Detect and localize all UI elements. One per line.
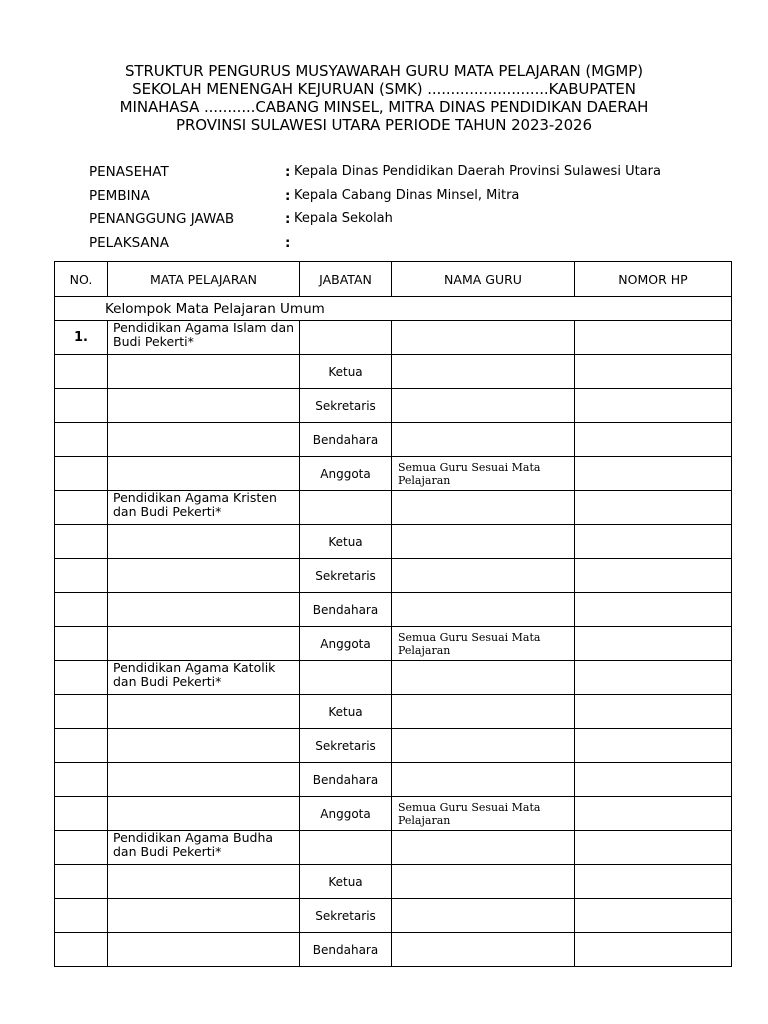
role-cell	[300, 661, 392, 695]
phone-cell[interactable]	[575, 457, 732, 491]
subject-name: Pendidikan Agama Katolik dan Budi Pekerti*	[108, 661, 300, 695]
role-row	[55, 525, 732, 559]
number-cell	[55, 525, 108, 559]
number-cell	[55, 627, 108, 661]
number-cell	[55, 695, 108, 729]
header-mata-pelajaran: MATA PELAJARAN	[108, 262, 300, 297]
subject-cell	[108, 695, 300, 729]
teacher-name-cell[interactable]	[392, 423, 575, 457]
phone-cell[interactable]	[575, 661, 732, 695]
subject-row	[55, 321, 732, 355]
number-cell	[55, 933, 108, 967]
role-label: Bendahara	[300, 423, 392, 457]
subject-number: 1.	[55, 321, 108, 355]
info-colon: :	[285, 234, 291, 251]
info-label: PELAKSANA	[89, 234, 169, 251]
subject-cell	[108, 593, 300, 627]
role-label: Sekretaris	[300, 899, 392, 933]
subject-cell	[108, 559, 300, 593]
role-label: Anggota	[300, 627, 392, 661]
role-row	[55, 865, 732, 899]
subject-cell	[108, 627, 300, 661]
phone-cell[interactable]	[575, 627, 732, 661]
role-label: Anggota	[300, 457, 392, 491]
phone-cell[interactable]	[575, 797, 732, 831]
teacher-name-cell[interactable]	[392, 695, 575, 729]
info-label: PEMBINA	[89, 187, 150, 204]
role-label: Ketua	[300, 695, 392, 729]
role-row	[55, 899, 732, 933]
number-cell	[55, 797, 108, 831]
number-cell	[55, 389, 108, 423]
number-cell	[55, 457, 108, 491]
phone-cell[interactable]	[575, 559, 732, 593]
officials-info	[89, 164, 729, 258]
subject-cell	[108, 525, 300, 559]
number-cell	[55, 865, 108, 899]
phone-cell[interactable]	[575, 763, 732, 797]
number-cell	[55, 423, 108, 457]
role-label: Bendahara	[300, 933, 392, 967]
subject-row	[55, 831, 732, 865]
teacher-name-cell[interactable]	[392, 933, 575, 967]
subject-cell	[108, 865, 300, 899]
role-label: Ketua	[300, 525, 392, 559]
teacher-name-cell[interactable]: Semua Guru Sesuai Mata Pelajaran	[392, 457, 575, 491]
subject-cell	[108, 729, 300, 763]
structure-table	[54, 261, 732, 967]
subject-cell	[108, 389, 300, 423]
subject-cell	[108, 899, 300, 933]
info-value: Kepala Dinas Pendidikan Daerah Provinsi Sulawesi Utara	[294, 164, 661, 179]
document-title	[40, 62, 728, 134]
role-row	[55, 593, 732, 627]
subject-cell	[108, 933, 300, 967]
phone-cell[interactable]	[575, 593, 732, 627]
teacher-name-cell[interactable]	[392, 355, 575, 389]
header-jabatan: JABATAN	[300, 262, 392, 297]
info-label: PENANGGUNG JAWAB	[89, 211, 235, 227]
info-value: Kepala Cabang Dinas Minsel, Mitra	[294, 187, 520, 203]
role-row	[55, 729, 732, 763]
phone-cell[interactable]	[575, 525, 732, 559]
subject-name: Pendidikan Agama Islam dan Budi Pekerti*	[108, 321, 300, 355]
teacher-name-cell[interactable]	[392, 593, 575, 627]
teacher-name-cell[interactable]	[392, 865, 575, 899]
number-cell	[55, 593, 108, 627]
info-colon: :	[285, 164, 291, 180]
teacher-name-cell[interactable]	[392, 899, 575, 933]
phone-cell[interactable]	[575, 491, 732, 525]
title-line: PROVINSI SULAWESI UTARA PERIODE TAHUN 2023-2026	[176, 116, 592, 134]
header-nomor-hp: NOMOR HP	[575, 262, 732, 297]
subject-name: Pendidikan Agama Budha dan Budi Pekerti*	[108, 831, 300, 865]
role-label: Sekretaris	[300, 389, 392, 423]
group-label: Kelompok Mata Pelajaran Umum	[55, 297, 732, 321]
subject-cell	[108, 423, 300, 457]
teacher-name-cell[interactable]: Semua Guru Sesuai Mata Pelajaran	[392, 627, 575, 661]
number-cell	[55, 355, 108, 389]
role-row	[55, 457, 732, 491]
subject-number	[55, 491, 108, 525]
role-row	[55, 355, 732, 389]
info-row-penanggung-jawab	[89, 211, 729, 235]
title-line: SEKOLAH MENENGAH KEJURUAN (SMK) ..........................KABUPATEN	[132, 80, 636, 98]
phone-cell[interactable]	[575, 695, 732, 729]
title-line: STRUKTUR PENGURUS MUSYAWARAH GURU MATA PELAJARAN (MGMP)	[125, 62, 643, 80]
role-row	[55, 627, 732, 661]
role-row	[55, 797, 732, 831]
number-cell	[55, 559, 108, 593]
title-line: MINAHASA ...........CABANG MINSEL, MITRA DINAS PENDIDIKAN DAERAH	[119, 98, 649, 116]
teacher-name-cell[interactable]	[392, 661, 575, 695]
teacher-name-cell[interactable]	[392, 525, 575, 559]
teacher-name-cell[interactable]	[392, 763, 575, 797]
phone-cell[interactable]	[575, 831, 732, 865]
role-cell	[300, 831, 392, 865]
info-label: PENASEHAT	[89, 164, 169, 180]
info-value: Kepala Sekolah	[294, 211, 393, 226]
role-label: Bendahara	[300, 763, 392, 797]
role-row	[55, 695, 732, 729]
role-label: Sekretaris	[300, 729, 392, 763]
phone-cell[interactable]	[575, 355, 732, 389]
group-row	[55, 297, 732, 321]
role-label: Sekretaris	[300, 559, 392, 593]
subject-row	[55, 661, 732, 695]
header-nama-guru: NAMA GURU	[392, 262, 575, 297]
teacher-name-cell[interactable]	[392, 831, 575, 865]
teacher-name-cell[interactable]	[392, 559, 575, 593]
role-row	[55, 389, 732, 423]
subject-name: Pendidikan Agama Kristen dan Budi Pekerti*	[108, 491, 300, 525]
role-row	[55, 763, 732, 797]
info-colon: :	[285, 187, 291, 204]
role-row	[55, 559, 732, 593]
phone-cell[interactable]	[575, 933, 732, 967]
role-label: Anggota	[300, 797, 392, 831]
subject-number	[55, 661, 108, 695]
number-cell	[55, 763, 108, 797]
subject-cell	[108, 355, 300, 389]
subject-cell	[108, 457, 300, 491]
role-cell	[300, 491, 392, 525]
subject-cell	[108, 763, 300, 797]
subject-row	[55, 491, 732, 525]
role-row	[55, 933, 732, 967]
phone-cell[interactable]	[575, 321, 732, 355]
phone-cell[interactable]	[575, 899, 732, 933]
teacher-name-cell[interactable]: Semua Guru Sesuai Mata Pelajaran	[392, 797, 575, 831]
phone-cell[interactable]	[575, 389, 732, 423]
teacher-name-cell[interactable]	[392, 729, 575, 763]
teacher-name-cell[interactable]	[392, 321, 575, 355]
role-cell	[300, 321, 392, 355]
role-label: Bendahara	[300, 593, 392, 627]
teacher-name-cell[interactable]	[392, 389, 575, 423]
role-row	[55, 423, 732, 457]
info-row-pelaksana	[89, 235, 729, 259]
info-row-penasehat	[89, 164, 729, 188]
header-no: NO.	[55, 262, 108, 297]
info-colon: :	[285, 211, 291, 227]
subject-cell	[108, 797, 300, 831]
info-row-pembina	[89, 188, 729, 212]
phone-cell[interactable]	[575, 423, 732, 457]
teacher-name-cell[interactable]	[392, 491, 575, 525]
phone-cell[interactable]	[575, 729, 732, 763]
role-label: Ketua	[300, 865, 392, 899]
phone-cell[interactable]	[575, 865, 732, 899]
number-cell	[55, 899, 108, 933]
table-header-row	[55, 262, 732, 297]
number-cell	[55, 729, 108, 763]
subject-number	[55, 831, 108, 865]
role-label: Ketua	[300, 355, 392, 389]
